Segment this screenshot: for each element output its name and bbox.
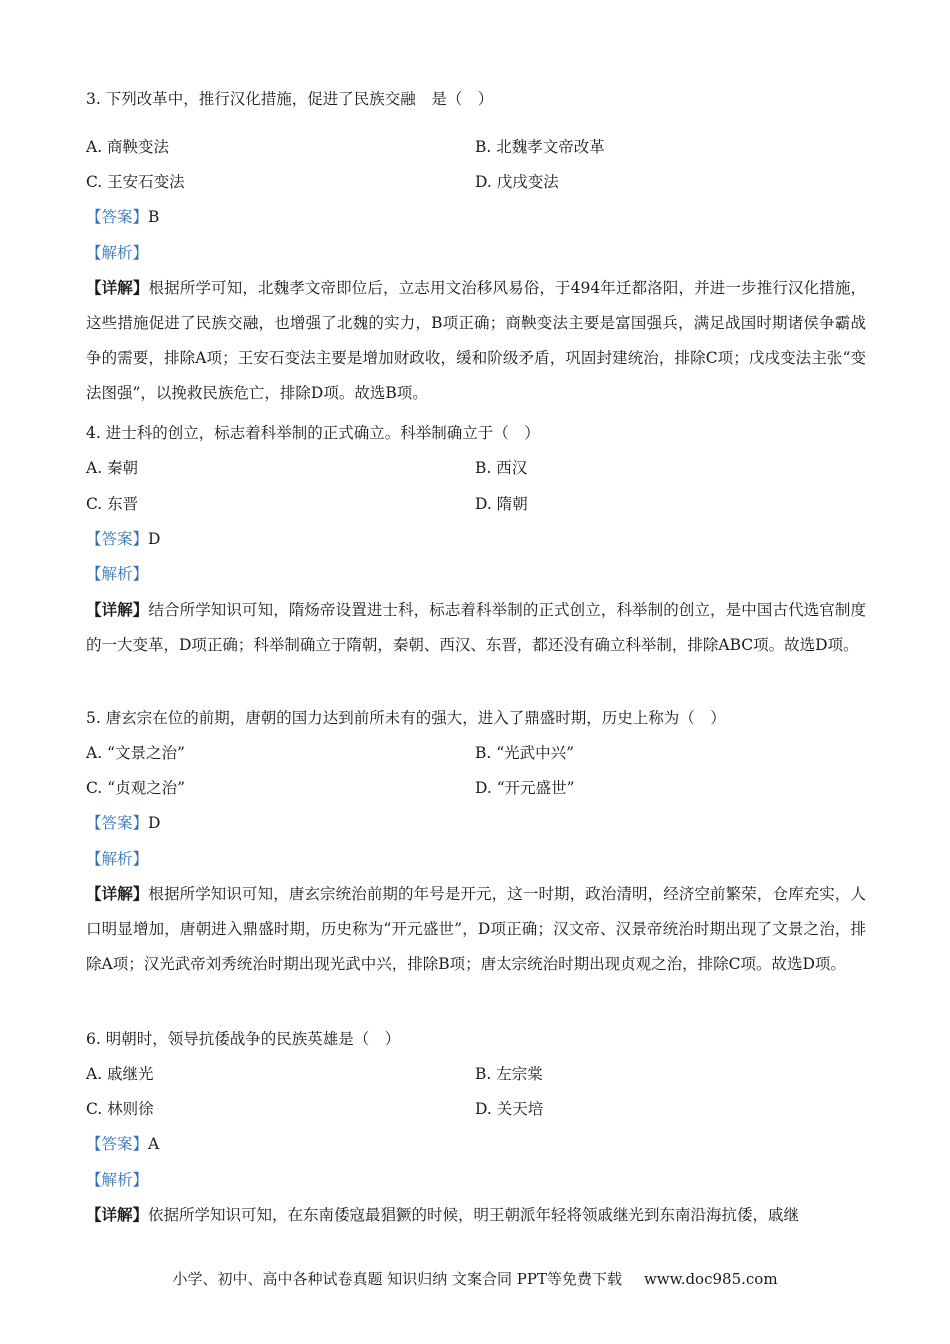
question-6-option-a: A. 戚继光 xyxy=(86,1065,154,1083)
question-6-answer xyxy=(86,1134,159,1154)
question-5-option-c: C. “贞观之治” xyxy=(86,779,186,797)
question-4-option-c: C. 东晋 xyxy=(86,495,139,513)
answer-label: 【答案】 xyxy=(86,814,149,832)
analysis-label: 【解析】 xyxy=(86,850,149,868)
question-3-option-b: B. 北魏孝文帝改革 xyxy=(475,138,605,156)
question-5-stem: 5. 唐玄宗在位的前期，唐朝的国力达到前所未有的强大，进入了鼎盛时期，历史上称为（ ） xyxy=(86,709,726,727)
question-4-stem: 4. 进士科的创立，标志着科举制的正式确立。科举制确立于（ ） xyxy=(86,424,540,442)
question-3-answer xyxy=(86,207,159,227)
question-6-option-d: D. 关天培 xyxy=(475,1100,544,1118)
question-5-analysis xyxy=(86,849,148,869)
answer-value: D xyxy=(148,814,161,832)
question-6-option-c: C. 林则徐 xyxy=(86,1100,154,1118)
detail-label: 【详解】 xyxy=(86,278,149,297)
question-4-detail xyxy=(86,592,866,663)
detail-text: 根据所学知识可知，唐玄宗统治前期的年号是开元，这一时期，政治清明，经济空前繁荣，仓库充实，人口明显增加，唐朝进入鼎盛时期，历史称为“开元盛世”，D项正确；汉文帝、汉景帝统治时期出现了文景之治，排除A项；汉光武帝刘秀统治时期出现光武中兴，排除B项；唐太宗统治时期出现贞观之治，排除C项。故选D项。 xyxy=(86,885,866,973)
question-6-stem: 6. 明朝时，领导抗倭战争的民族英雄是（ ） xyxy=(86,1030,401,1048)
analysis-label: 【解析】 xyxy=(86,244,149,262)
detail-text: 结合所学知识可知，隋炀帝设置进士科，标志着科举制的正式创立，科举制的创立，是中国古代选官制度的一大变革，D项正确；科举制确立于隋朝，秦朝、西汉、东晋，都还没有确立科举制，排除ABC项。故选D项。 xyxy=(86,601,866,654)
question-5-answer xyxy=(86,813,160,833)
question-3-analysis xyxy=(86,243,148,263)
question-6-detail xyxy=(86,1197,866,1233)
question-6-analysis xyxy=(86,1170,148,1190)
detail-label: 【详解】 xyxy=(86,1205,149,1224)
question-4-option-a: A. 秦朝 xyxy=(86,459,139,477)
question-4-option-d: D. 隋朝 xyxy=(475,495,528,513)
question-5-option-d: D. “开元盛世” xyxy=(475,779,575,797)
question-6-option-b: B. 左宗棠 xyxy=(475,1065,543,1083)
detail-text: 根据所学可知，北魏孝文帝即位后，立志用文治移风易俗，于494年迁都洛阳，并进一步推行汉化措施，这些措施促进了民族交融，也增强了北魏的实力，B项正确；商鞅变法主要是富国强兵，满足战国时期诸侯争霸战争的需要，排除A项；王安石变法主要是增加财政收，缓和阶级矛盾，巩固封建统治，排除C项；戊戌变法主张“变法图强”，以挽救民族危亡，排除D项。故选B项。 xyxy=(86,279,866,402)
answer-label: 【答案】 xyxy=(86,1135,149,1153)
question-3-option-a: A. 商鞅变法 xyxy=(86,138,170,156)
question-3-option-c: C. 王安石变法 xyxy=(86,173,185,191)
analysis-label: 【解析】 xyxy=(86,565,149,583)
footer-text: 小学、初中、高中各种试卷真题 知识归纳 文案合同 PPT等免费下载 xyxy=(172,1270,622,1288)
question-4-option-b: B. 西汉 xyxy=(475,459,528,477)
question-3-stem: 3. 下列改革中，推行汉化措施，促进了民族交融 是（ ） xyxy=(86,90,494,108)
answer-value: A xyxy=(148,1135,160,1153)
answer-value: D xyxy=(148,530,161,548)
page-footer xyxy=(0,1268,950,1290)
answer-label: 【答案】 xyxy=(86,208,149,226)
answer-value: B xyxy=(148,208,160,226)
answer-label: 【答案】 xyxy=(86,530,149,548)
question-3-detail xyxy=(86,270,866,411)
question-4-answer xyxy=(86,529,160,549)
question-5-option-a: A. “文景之治” xyxy=(86,744,185,762)
analysis-label: 【解析】 xyxy=(86,1171,149,1189)
question-4-analysis xyxy=(86,564,148,584)
detail-text: 依据所学知识可知，在东南倭寇最猖獗的时候，明王朝派年轻将领戚继光到东南沿海抗倭，戚继 xyxy=(148,1206,800,1224)
footer-url[interactable]: www.doc985.com xyxy=(643,1270,778,1288)
detail-label: 【详解】 xyxy=(86,600,149,619)
question-5-detail xyxy=(86,876,866,982)
detail-label: 【详解】 xyxy=(86,884,149,903)
question-3-option-d: D. 戊戌变法 xyxy=(475,173,559,191)
question-5-option-b: B. “光武中兴” xyxy=(475,744,575,762)
